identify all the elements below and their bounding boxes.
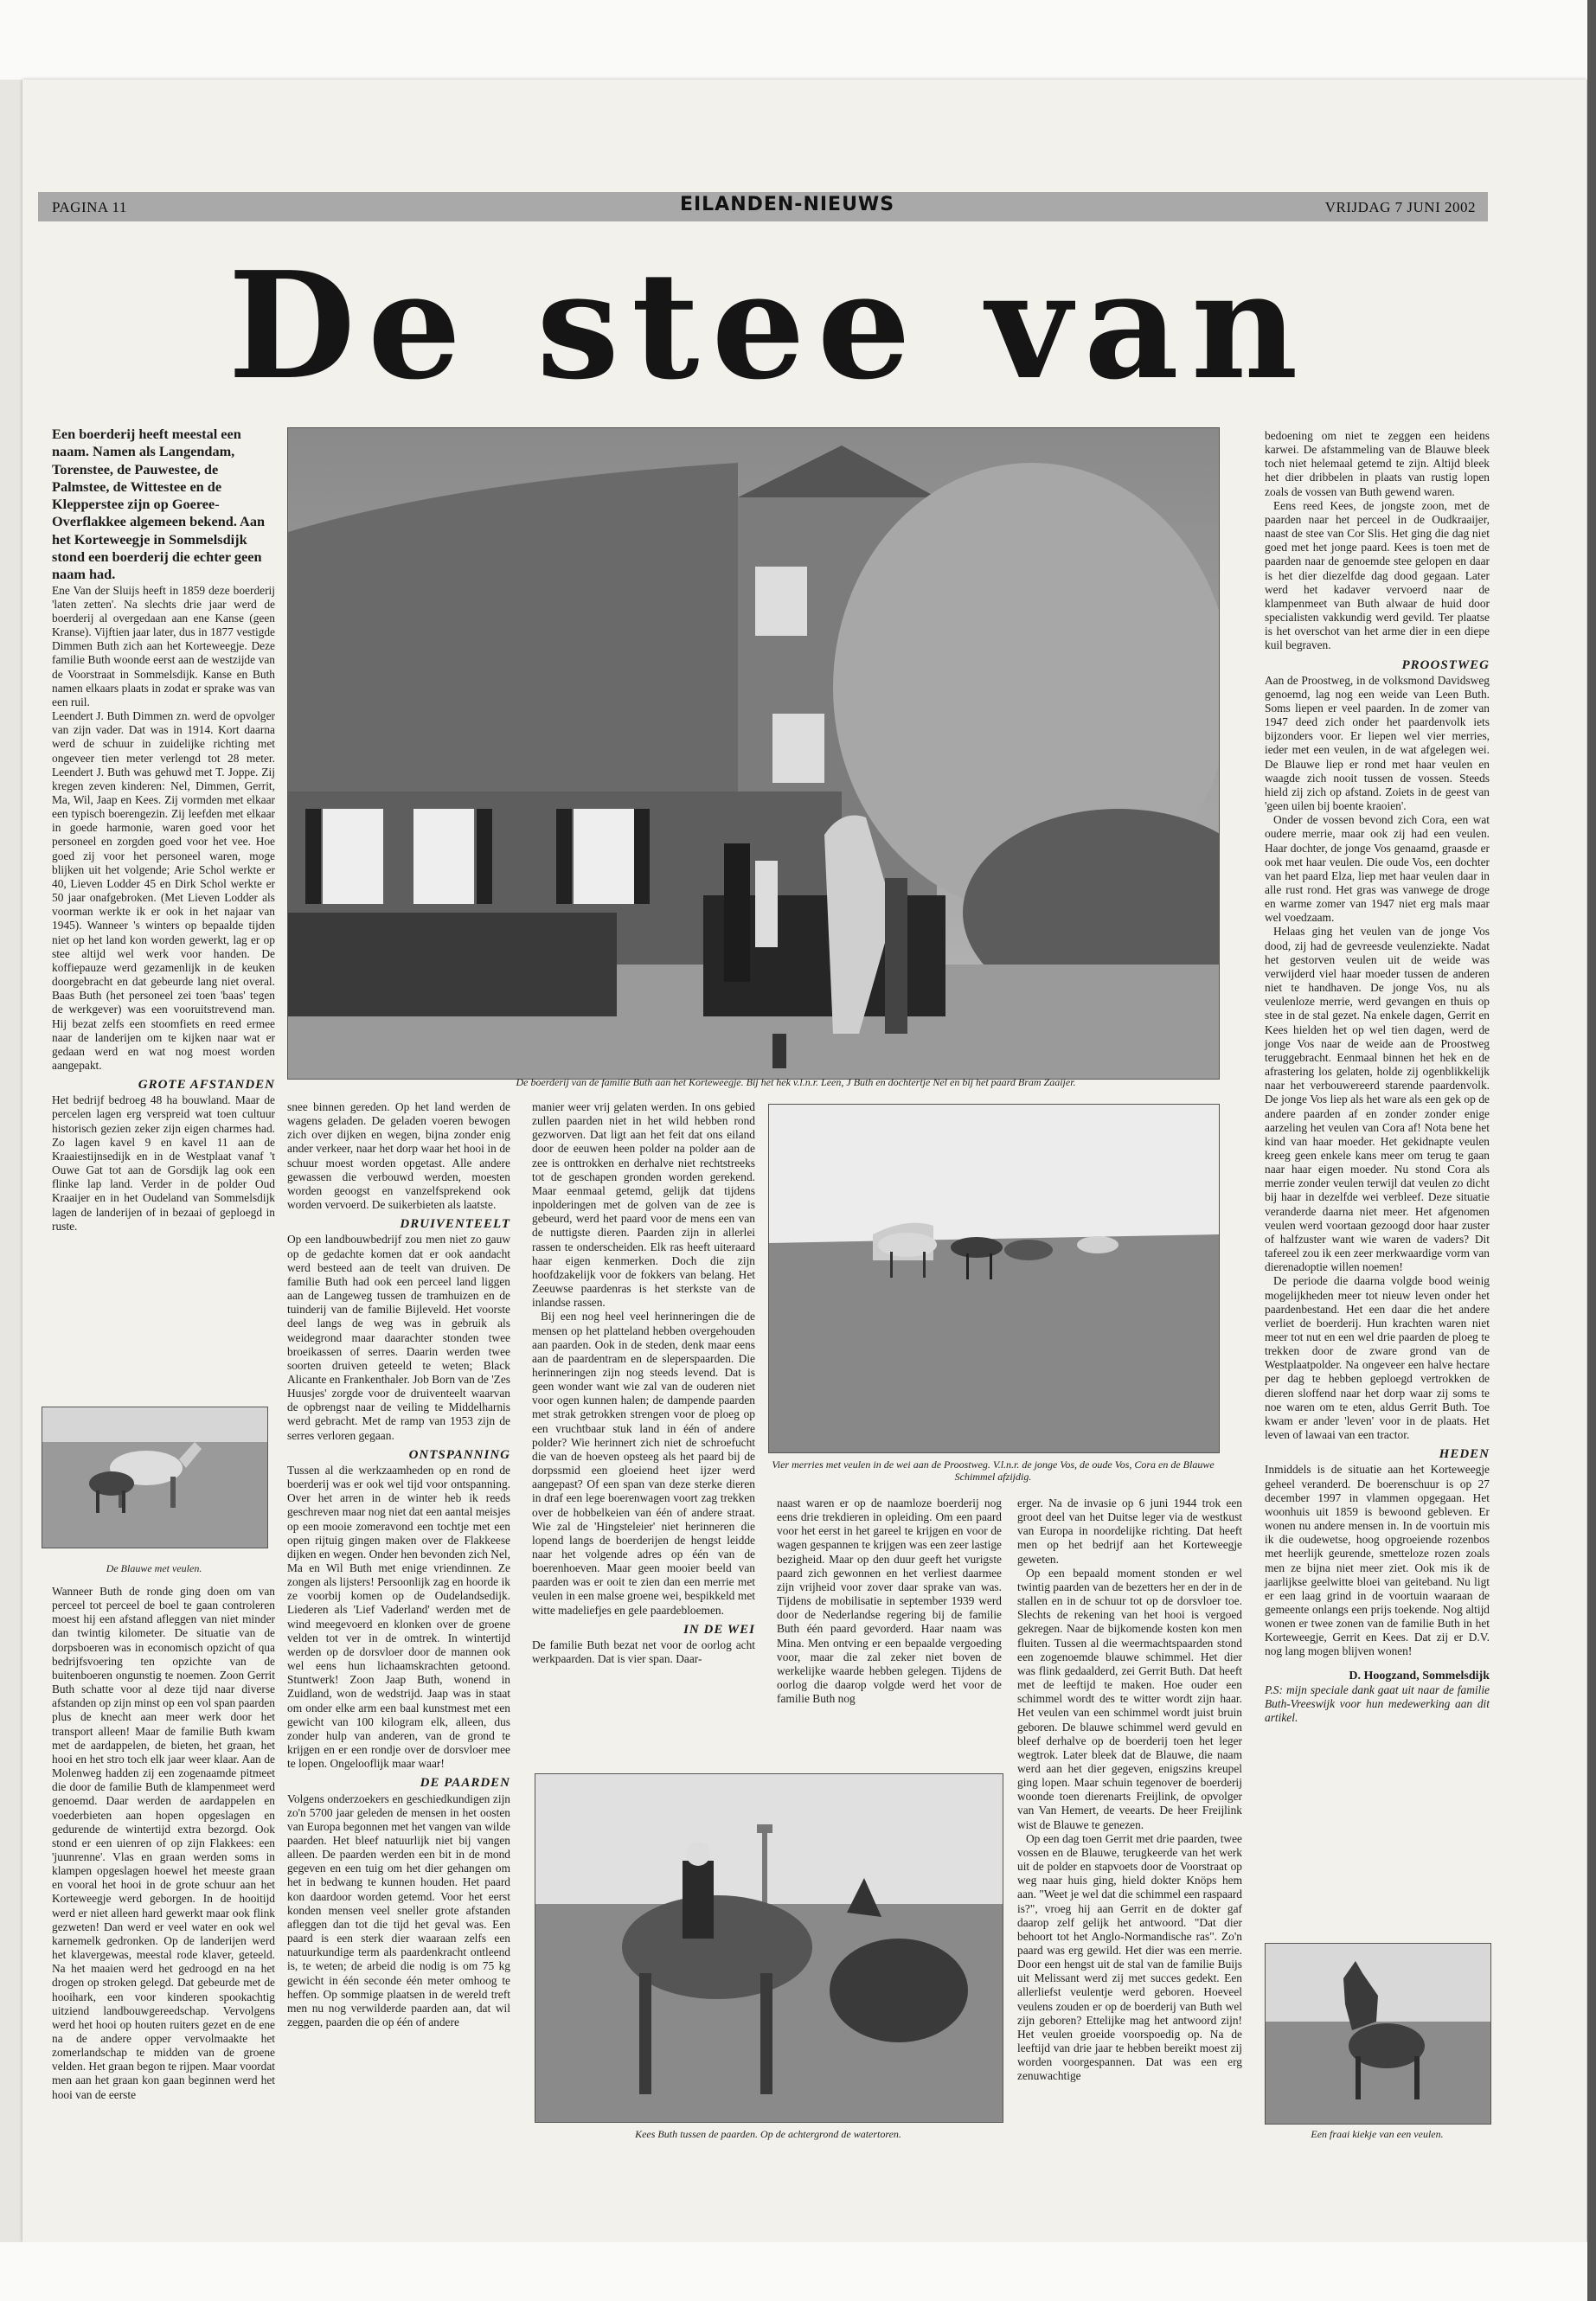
masthead: EILANDEN-NIEUWS bbox=[679, 194, 895, 215]
subheading: ONTSPANNING bbox=[408, 1447, 510, 1462]
body-paragraph: bedoening om niet te zeggen een heidens karwei. De afstammeling van de Blauwe bleek toch niet helemaal getemd te zijn. Altijd bleek het dier dribbelen in plaats van rustig lopen zoals de vossen van Buth gewend waren. bbox=[1265, 429, 1490, 498]
author-signature: D. Hoogzand, Sommelsdijk bbox=[1349, 1669, 1490, 1682]
body-paragraph: Tussen al die werkzaamheden op en rond de boerderij was er ook wel tijd voor ontspanning. Over het arren in de winter heb ik reeds geschreven maar nog niet dat een aantal meisjes op een mooie zomeravond een tochtje met een open rijtuig gingen maken over de Flakkeese dijken en wegen. Onder hen bevonden zich Nel, Ma en Wil Buth met enige vriendinnen. Ze zongen als lijsters! Persoonlijk zag en hoorde ik ze voorbij komen op de Oudelandsedijk. Liederen als 'Lief Vaderland' werden met de wind meegevoerd en klonken over de groene velden tot ver in de omtrek. In wintertijd werden op de dorsvloer door de mannen ook wel eens hun lichaamskrachten getoond. Stuntwerk! Zoon Jaap Buth, wonend in Zuidland, won de wedstrijd. Jaap was in staat om onder elke arm een baal kunstmest met een gewicht van 100 kilogram elk, alleen, dus zonder hulp van anderen, van de grond te krijgen en er een rondje over de dorsvloer mee te lopen. Ongelooflijk maar waar! bbox=[287, 1463, 510, 1771]
body-paragraph: Onder de vossen bevond zich Cora, een wat oudere merrie, maar ook zij had een veulen. Haar dochter, de jonge Vos genaamd, graasde er ook met haar veulen. Die oude Vos, een dochter van het paard Elza, liep met haar veulen daar in alle rust rond. Het gras was vanwege de droge en warme zomer van 1947 niet erg mals maar wel voedzaam. bbox=[1265, 813, 1490, 925]
body-paragraph: Eens reed Kees, de jongste zoon, met de paarden naar het perceel in de Oudkraaijer, naast de stee van Cor Slis. Het ging die dag niet goed met het jonge paard. Kees is toen met de paarden naar de genoemde stee gelopen en daar is het dier diezelfde dag dood gegaan. Later werd het kadaver vervoerd naar de klampenmeet van Buth alwaar de huid door specialisten vakkundig werd gevild. Ter plaatse is het overschot van het arme dier in een diepe kuil begraven. bbox=[1265, 498, 1490, 652]
column-5 bbox=[1017, 1497, 1242, 2084]
column-1 bbox=[52, 426, 275, 1234]
photo-caption: Vier merries met veulen in de wei aan de Proostweg. V.l.n.r. de jonge Vos, de oude Vos, Cora en de Blauwe Schimmel afzijdig. bbox=[772, 1458, 1215, 1483]
body-paragraph: Op een bepaald moment stonden er wel twintig paarden van de bezetters her en der in de stallen en in de schuur tot op de dorsvloer toe. Slechts de rekening van het hooi is vergoed gekregen. Naar de bijkomende kosten kon men fluiten. Tussen al die weermachtspaarden stond een zogenoemde blauwe schimmel. Het dier was flink gedaalderd, zei Gerrit Buth. Dat heeft met de leeftijd te maken. Hoe ouder een schimmel wordt des te witter wordt zijn haar. Het veulen van een schimmel wordt juist bruin geboren. De blauwe schimmel werd gevuld en bleef derhalve op de boerderij toen het leger wegtrok. Later bleek dat de Blauwe, die naam werd aan het dier gegeven, enigszins kreupel ging lopen. Maar schuin tegenover de boerderij woonde toen dierenarts Freijlink, de opvolger van Van Hemert, de veearts. De heer Freijlink wist de Blauwe te genezen. bbox=[1017, 1566, 1242, 1831]
photo-caption: De Blauwe met veulen. bbox=[106, 1562, 202, 1574]
body-paragraph: Helaas ging het veulen van de jonge Vos dood, zij had de gevreesde veulenziekte. Nadat het gestorven veulen uit de weide was verwijderd viel haar moeder tussen de anderen niet te handhaven. De jonge Vos, nu als veulenloze merrie, werd gevangen en thuis op stee in de stal gezet. Na enkele dagen, Gerrit en Kees hielden het op wel tien dagen, werd de jonge Vos naar de weide aan de Proostweg teruggebracht. Eenmaal binnen het hek en de afrastering los gelaten, holde zij ogenblikkelijk naar het verbouwereerd starende paardenvolk. De jonge Vos liep als het ware als een gek op de andere paarden af en zonder zonder enige aarzeling het veulen van Cora af! Nota bene het kind van haar moeder. Het gekidnapte veulen kreeg geen enkele kans meer om terug te gaan naar haar eigen moeder. Nu stond Cora als merrie zonder veulen terwijl dat veulen zo dicht bij haar in dezelfde wei verbleef. Deze situatie veranderde daarna niet meer. Het afgenomen veulen werd voortaan gezoogd door haar zuster of halfzuster want wie waren de vaders? Dit tafereel zou ik een zeer merkwaardige vorm van dierenadoptie willen noemen! bbox=[1265, 925, 1490, 1274]
issue-date: VRIJDAG 7 JUNI 2002 bbox=[1324, 199, 1476, 215]
photo-caption: Kees Buth tussen de paarden. Op de achtergrond de watertoren. bbox=[635, 2128, 901, 2140]
body-paragraph: Inmiddels is de situatie aan het Korteweegje geheel veranderd. De boerenschuur is op 27 december 1997 in vlammen opgegaan. Het woonhuis uit 1859 is bewoond gebleven. Er wonen nu andere mensen in. In de voortuin mis ik die oudewetse, hoog opgroeiende rozenbos met heerlijk geurende, smetteloze rozen zoals men ze bijna niet meer ziet. Ook mis ik de jaarlijkse geelwitte bloei van geiteband. Nu ligt er een laag grind in de voortuin waaraan de gemeente onlangs een prijs toekende. Nog altijd wonen er twee zonen van de familie Buth in het Korteweegje, Gerrit en Kees. Dat zij er D.V. nog lang mogen blijven wonen! bbox=[1265, 1463, 1490, 1658]
subheading: DRUIVENTEELT bbox=[400, 1217, 510, 1232]
subheading: HEDEN bbox=[1439, 1447, 1490, 1462]
photo-caption: De boerderij van de familie Buth aan het Korteweegje. Bij het hek v.l.n.r. Leen, J Buth en dochtertje Nel en bij het paard Bram Zaaijer. bbox=[516, 1076, 1076, 1088]
subheading: IN DE WEI bbox=[683, 1622, 755, 1637]
photo-meadow-horses bbox=[768, 1104, 1220, 1453]
subheading: PROOSTWEG bbox=[1401, 657, 1490, 672]
scan-dark-edge bbox=[1587, 0, 1596, 2301]
body-paragraph: Aan de Proostweg, in de volksmond Davidsweg genoemd, lag nog een weide van Leen Buth. Soms liepen er veel paarden. In de zomer van 1947 deed zich onder het paardenvolk iets bijzonders voor. Er liepen wel vier merries, ieder met een veulen, in de wat afgelegen wei. De Blauwe liep er rond met haar veulen en waagde zich nooit tussen de vossen. Steeds hield zij zich op afstand. Zoiets in de geest van 'geen uilen bij boente kraoien'. bbox=[1265, 673, 1490, 813]
scan-margin-top bbox=[0, 0, 1596, 80]
body-paragraph: erger. Na de invasie op 6 juni 1944 trok een groot deel van het Duitse leger via de westkust van Europa in noordelijke richting. Dat heeft men op het bedrijf aan het Korteweegje geweten. bbox=[1017, 1497, 1242, 1566]
body-paragraph: Leendert J. Buth Dimmen zn. werd de opvolger van zijn vader. Dat was in 1914. Kort daarna werd de schuur in zuidelijke richting met ongeveer tien meter verlengd tot 28 meter. Leendert J. Buth was gehuwd met T. Joppe. Zij kregen zeven kinderen: Nel, Dimmen, Gerrit, Ma, Wil, Jaap en Kees. Zij vormden met elkaar een typisch boerengezin. Zij leefden met elkaar in goede harmonie, waren goed voor het personeel en zorgden goed voor het vee. Hoe goed zij voor het personeel waren, moge blijken uit het volgende; Arie Schol werkte er 40, Lieven Lodder 45 en Dirk Schol werkte er 50 jaar onafgebroken. (Met Lieven Lodder als voorman werkte ik er ook in het najaar van 1945). Wanneer 's winters op bepaalde tijden niet op het land kon worden gewerkt, lag er op stee altijd wel werk voor handen. De koffiepauze werd gezamenlijk in de keuken doorgebracht en dat gebeurde lang niet overal. Baas Buth (het personeel zei toen 'baas' tegen de werkgever) was een vooruitstrevend man. Hij bezat zelfs een stoomfiets en reed ermee naar de landerijen om te kijken naar wat er gedaan werd en wat nog moest worden aangepakt. bbox=[52, 709, 275, 1072]
subheading: GROTE AFSTANDEN bbox=[138, 1078, 275, 1093]
photo-farmhouse bbox=[287, 427, 1220, 1080]
column-1-continued bbox=[52, 1585, 275, 2102]
column-4 bbox=[777, 1497, 1002, 1706]
page-number: PAGINA 11 bbox=[52, 199, 127, 215]
column-2 bbox=[287, 1100, 510, 2029]
body-paragraph: De periode die daarna volgde bood weinig mogelijkheden meer tot nieuw leven onder het paardenbestand. Het een daar die het andere verliet de boerderij. Hun krachten waren niet meer tot nut en een wel drie paarden de ploeg te trekken door de zware grond van de Westplaatpolder. Na ongeveer een halve hectare per dag te hebben geploegd vertrokken de dieren sloffend naar het dorp waar zij soms te noe waren om te eten, aldus Gerrit Buth. Toe kwam er ander 'leven' voor in de plaats. Het leven of lawaai van een tractor. bbox=[1265, 1274, 1490, 1442]
body-paragraph: naast waren er op de naamloze boerderij nog eens drie trekdieren in opleiding. Om een paard voor het eerst in het gareel te krijgen en voor de wagen gespannen te krijgen was een zeer lastige bezigheid. Maar op den duur geeft het vurigste paard zich gewonnen en het verliest daarmee zijn vrijheid voor zover daar sprake van was. Tijdens de mobilisatie in september 1939 werd door de Nederlandse regering bij de familie Buth één paard gevorderd. Haar naam was Mina. Men ontving er een bepaalde vergoeding voor, maar die zal zeker niet boven de werkelijke waarde hebben gelegen. Tijdens de oorlog die daarop volgde werd het voor de familie Buth nog bbox=[777, 1497, 1002, 1706]
body-paragraph: Op een dag toen Gerrit met drie paarden, twee vossen en de Blauwe, terugkeerde van het werk uit de polder en stapvoets door de Voorstraat op weg naar huis ging, hield dokter Knöps hem aan. "Weet je wel dat die schimmel een raspaard is?", vroeg hij aan Gerrit en de dokter gaf daarop zelf gelijk het antwoord. "Dat dier behoort tot het Anglo-Normandische ras". Zo'n paard was erg gewild. Het dier was een merrie. Door een hengst uit de stal van de familie Buijs uit Melissant werd zij met succes gedekt. Een allerliefst veulentje werd geboren. Hoeveel veulens zouden er op de boerderij van Buth wel zijn geboren? Ettelijke mag het antwoord zijn! Het veulen groeide voorspoedig op. Na de leeftijd van drie jaar te hebben bereikt moest zij worden voorgespannen. Dat was een erg zenuwachtige bbox=[1017, 1831, 1242, 2083]
photo-foal bbox=[1265, 1943, 1491, 2125]
postscript: P.S: mijn speciale dank gaat uit naar de familie Buth-Vreeswijk voor hun medewerking aan dit artikel. bbox=[1265, 1682, 1490, 1725]
body-paragraph: Volgens onderzoekers en geschiedkundigen zijn zo'n 5700 jaar geleden de mensen in het oosten van Europa begonnen met het vangen van wilde paarden. Het bleef natuurlijk niet bij vangen alleen. De paarden werden een bit in de mond gegeven en een tuig om het dier gehangen om het in bedwang te kunnen houden. Het paard kon daardoor worden getemd. Voor het eerst konden mensen veel sneller grote afstanden afleggen dan tot die tijd het geval was. Een paard is een sterk dier waaraan zelfs een natuurkundige term als paardenkracht ontleend is, te weten; de arbeid die nodig is om 75 kg gewicht in één seconde één meter omhoog te heffen. Op sommige plaatsen in de wereld treft men nu nog verwilderde paarden aan, dat wil zeggen, paarden die op één of andere bbox=[287, 1791, 510, 2029]
photo-kees-with-horses bbox=[535, 1773, 1003, 2123]
headline: De stee van bbox=[228, 240, 1311, 413]
photo-caption: Een fraai kiekje van een veulen. bbox=[1311, 2128, 1444, 2140]
scan-margin-bottom bbox=[0, 2242, 1596, 2301]
body-paragraph: Op een landbouwbedrijf zou men niet zo gauw op de gedachte komen dat er ook aandacht werd besteed aan de teelt van druiven. De familie Buth had ook een perceel land liggen aan de Langeweg tussen de tramhuizen en de tuinderij van de familie Bijleveld. Het voorste deel langs de weg was in gebruik als weidegrond maar daarachter stonden twee broeikassen of serres. Daarin werden twee soorten druiven geteeld te weten; Black Alicante en Frankenthaler. Job Born van de 'Zes Huusjes' zorgde voor de druiventeelt waarvan de opbrengst naar de veiling te Middelharnis werd gebracht. Met de ramp van 1953 zijn de serres verloren gegaan. bbox=[287, 1233, 510, 1442]
column-3 bbox=[532, 1100, 755, 1666]
subheading: DE PAARDEN bbox=[420, 1776, 510, 1791]
body-paragraph: manier weer vrij gelaten werden. In ons gebied zullen paarden niet in het wild hebben rond gezworven. Dat ligt aan het feit dat ons eiland door de eeuwen heen polder na polder aan de zee is onttrokken en derhalve niet rechtstreeks tot de geschapen gronden worden gerekend. Maar eenmaal getemd, gelijk dat tijdens inpolderingen met de golven van de zee is gebeurd, werd het paard voor de mens een van de nuttigste dieren. Paarden zijn in allerlei rassen te onderscheiden. Elk ras heeft uiteraard haar eigen kenmerken. Doch die zijn hoofdzakelijk voor de fokkers van belang. Het Zeeuwse paardenras is het sterkste van de inlandse rassen. bbox=[532, 1100, 755, 1310]
body-paragraph: Bij een nog heel veel herinneringen die de mensen op het platteland hebben overgehouden aan paarden. Ook in de steden, denk maar eens aan de paardentram en de sleperspaarden. Die herinneringen zijn nog steeds levend. Dat is geen wonder want wie zal van de ouderen niet voor ogen kunnen halen; de dampende paarden met strak getrokken strengen voor de ploeg op een vruchtbaar stuk land in één of andere polder? Wie herinnert zich niet de schroefucht die van de hoeven opsteeg als het paard bij de dorpssmid een gloeiend heet ijzer werd aangepast? Of een span van deze sterke dieren in draf een lege boerenwagen voort zag trekken over de hobbelkeien van één of andere straat. Wie zal de 'Hingsteleier' niet herinneren die lopend langs de boerderijen de hengst leidde naar het volgende adres op één van de boerenhoeven. Maar geen mooier beeld van paarden was er ooit te zien dan een merrie met veulen in een malse groene wei, bespikkeld met witte madeliefjes en gele paardebloemen. bbox=[532, 1310, 755, 1617]
column-6 bbox=[1265, 429, 1490, 1725]
body-paragraph: Het bedrijf bedroeg 48 ha bouwland. Maar de percelen lagen erg verspreid wat toen cultuur historisch gezien zeker zijn eigen charmes had. Zo lagen kavel 9 en kavel 11 aan de Kraaiestijnsedijk en in de Westplaat vanaf 't Ouwe Gat tot aan de Gorsdijk lag ook een flinke lap land. Verder in de polder Oud Kraaijer en in het Oudeland van Sommelsdijk lagen de landerijen of in bezaai of geploegd in ruste. bbox=[52, 1093, 275, 1233]
lead-paragraph: Een boerderij heeft meestal een naam. Namen als Langendam, Torenstee, de Pauwestee, de Palmstee, de Wittestee en de Klepperstee zijn op Goeree-Overflakkee algemeen bekend. Aan het Korteweegje in Sommelsdijk stond een boerderij die echter geen naam had. bbox=[52, 426, 266, 583]
body-paragraph: De familie Buth bezat net voor de oorlog acht werkpaarden. Dat is vier span. Daar- bbox=[532, 1638, 755, 1666]
body-paragraph: snee binnen gereden. Op het land werden de wagens geladen. De geladen voeren bewogen zich over dijken en wegen, bijna zonder enig ander verkeer, naar het dorp waar het hooi in de schuur moest worden opgetast. Alle andere gewassen die verbouwd werden, moesten worden geoogst en vanzelfsprekend ook worden vervoerd. De suikerbieten als laatste. bbox=[287, 1100, 510, 1212]
body-paragraph: Wanneer Buth de ronde ging doen om van perceel tot perceel de boel te gaan controleren moest hij een afstand afleggen van niet minder dan twintig kilometer. De situatie van de dorpsboeren was in economisch opzicht of qua bedrijfsvoering ten opzichte van de buitenboeren ongunstig te noemen. Zoon Gerrit Buth schatte voor al deze tijd naar diverse afstanden op zijn minst op een vol span paarden plus de knecht aan meer werk door het transport alleen! Maar de familie Buth kwam met de aardappelen, de bieten, het graan, het hooi en het stro toch elk jaar weer klaar. Aan de Molenweg hadden zij een zogenaamde pitmeet die door de familie Buth de klampenmeet werd genoemd. Daar werden de aardappelen en voederbieten aan hopen opgeslagen en gedurende de wintertijd extra bezorgd. Ook stond er een uienren of op zijn Flakkees: een 'juunrenne'. Vlas en graan werden soms in klampen opgeslagen hoewel het meeste graan en vooral het hooi in de grote schuur aan het Korteweegje werd geborgen. In de hooitijd werd er niet alleen hard gewerkt maar ook flink gezweten! Dan werd er veel water en ook wel karnemelk gedronken. Op de landerijen werd het klavergewas, meestal rode klaver, geteeld. Na het maaien werd het gedroogd en na het drogen op stroken gelegd. Dat gebeurde met de hooihark, een voor kinderen spookachtig uitziend landbouwgereedschap. Vervolgens werd het hooi op houten ruiters gezet en de ene na de andere opper vervolmaakte het zomerlandschap te midden van de groene velden. Het graan begon te rijpen. Maar voordat men aan het graan kon gaan beginnen werd het hooi van de eerste bbox=[52, 1585, 275, 2101]
photo-horse-with-foal bbox=[42, 1407, 268, 1548]
body-paragraph: Ene Van der Sluijs heeft in 1859 deze boerderij 'laten zetten'. Na slechts drie jaar werd de boerderij al overgedaan aan ene Kanse (geen Kranse). Vijftien jaar later, dus in 1877 vestigde Dimmen Buth zich aan het Korteweegje. Deze familie Buth woonde eerst aan de westzijde van de Voorstraat in Sommelsdijk. Kanse en Buth namen elkaars plaats in zodat er sprake was van een ruil. bbox=[52, 583, 275, 708]
